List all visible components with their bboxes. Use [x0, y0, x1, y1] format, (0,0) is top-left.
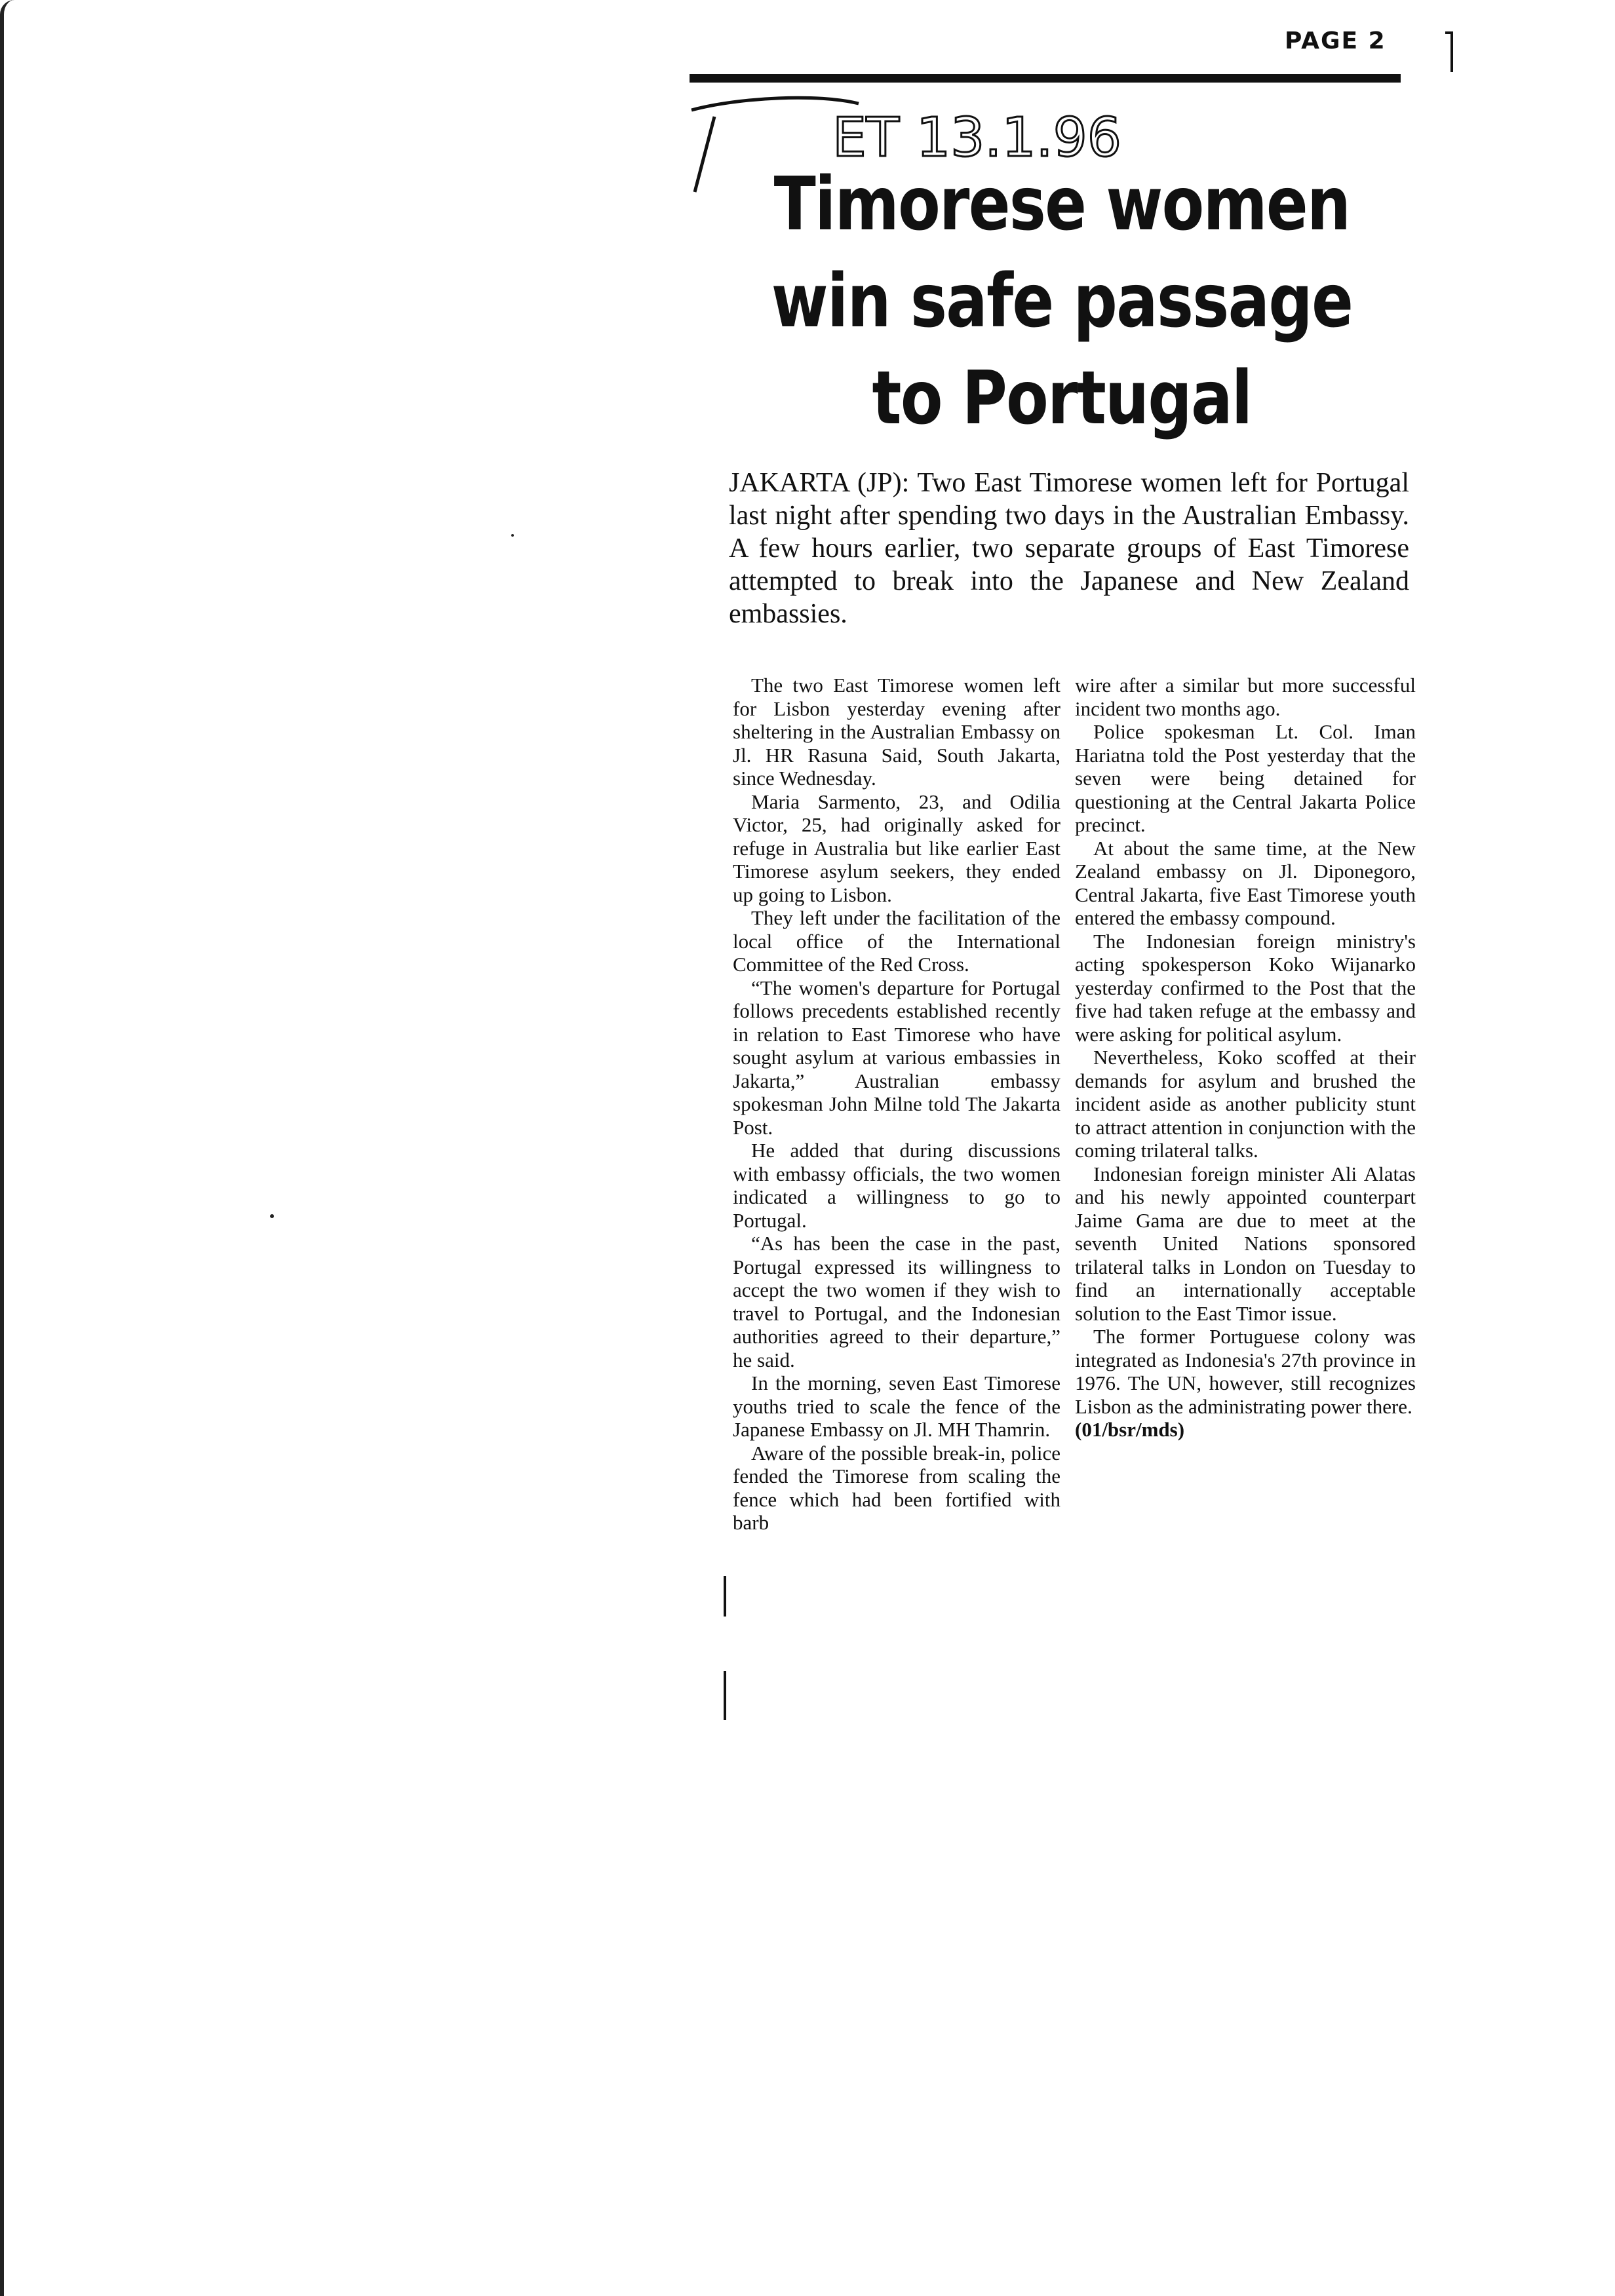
paragraph: He added that during discussions with embassy officials, the two women indicated a willingness to go to Portugal. — [733, 1139, 1060, 1232]
scan-edge-artifact — [0, 0, 14, 2296]
paragraph: Indonesian foreign minister Ali Alatas and his newly appointed counterpart Jaime Gama are due to meet at the seventh United Nations sponsored trilateral talks in London on Tuesday to find an internationally acceptable solution to the East Timor issue. — [1075, 1162, 1416, 1325]
paragraph: Police spokesman Lt. Col. Iman Hariatna told the Post yesterday that the seven were being detained for questioning at the Central Jakarta Police precinct. — [1075, 720, 1416, 836]
scan-speck — [511, 534, 514, 537]
paragraph: They left under the facilitation of the local office of the International Committee of the Red Cross. — [733, 906, 1060, 976]
paragraph: “The women's departure for Portugal follows precedents established recently in relation to East Timorese who have sought asylum at various embassies in Jakarta,” Australian embassy spokesman John Milne told The Jakarta Post. — [733, 976, 1060, 1139]
handwritten-note: ET 13.1.96 — [832, 107, 1121, 169]
paragraph: “As has been the case in the past, Portugal expressed its willingness to accept the two women if they wish to travel to Portugal, and the Indonesian authorities agreed to their departure,” he said. — [733, 1232, 1060, 1371]
paragraph-continued: wire after a similar but more successful incident two months ago. — [1075, 674, 1416, 720]
top-rule — [690, 74, 1401, 83]
margin-mark — [724, 1576, 726, 1617]
article-column-right — [1075, 674, 1416, 1442]
scan-speck — [270, 1214, 274, 1218]
paragraph: At about the same time, at the New Zealand embassy on Jl. Diponegoro, Central Jakarta, five East Timorese youth entered the embassy compound. — [1075, 836, 1416, 929]
paragraph: The two East Timorese women left for Lisbon yesterday evening after sheltering in the Australian Embassy on Jl. HR Rasuna Said, South Jakarta, since Wednesday. — [733, 674, 1060, 790]
paragraph: The former Portuguese colony was integrated as Indonesia's 27th province in 1976. The UN, however, still recognizes Lisbon as the administrating power there. — [1075, 1325, 1416, 1418]
margin-mark — [724, 1671, 726, 1720]
article-column-left — [733, 674, 1060, 1535]
paragraph: Aware of the possible break-in, police fended the Timorese from scaling the fence which had been fortified with barb — [733, 1441, 1060, 1534]
headline-line-2: win safe passage — [771, 259, 1353, 344]
paragraph: Maria Sarmento, 23, and Odilia Victor, 25, had originally asked for refuge in Australia but like earlier East Timorese asylum seekers, they ended up going to Lisbon. — [733, 790, 1060, 906]
page-label: PAGE 2 — [1285, 28, 1386, 54]
paragraph: The Indonesian foreign ministry's acting spokesperson Koko Wijanarko yesterday confirmed to the Post that the five had taken refuge at the embassy and were asking for political asylum. — [1075, 929, 1416, 1046]
corner-crop-mark — [1445, 31, 1453, 72]
paragraph: Nevertheless, Koko scoffed at their demands for asylum and brushed the incident aside as another publicity stunt to attract attention in conjunction with the coming trilateral talks. — [1075, 1046, 1416, 1162]
paragraph: In the morning, seven East Timorese youths tried to scale the fence of the Japanese Embassy on Jl. MH Thamrin. — [733, 1371, 1060, 1441]
article-lede: JAKARTA (JP): Two East Timorese women left for Portugal last night after spending two days in the Australian Embassy. A few hours earlier, two separate groups of East Timorese attempted to break into the Japanese and New Zealand embassies. — [729, 468, 1409, 629]
article-signoff: (01/bsr/mds) — [1075, 1418, 1185, 1441]
headline-line-1: Timorese women — [773, 162, 1350, 247]
headline-line-3: to Portugal — [872, 356, 1252, 441]
article-headline — [770, 156, 1353, 447]
